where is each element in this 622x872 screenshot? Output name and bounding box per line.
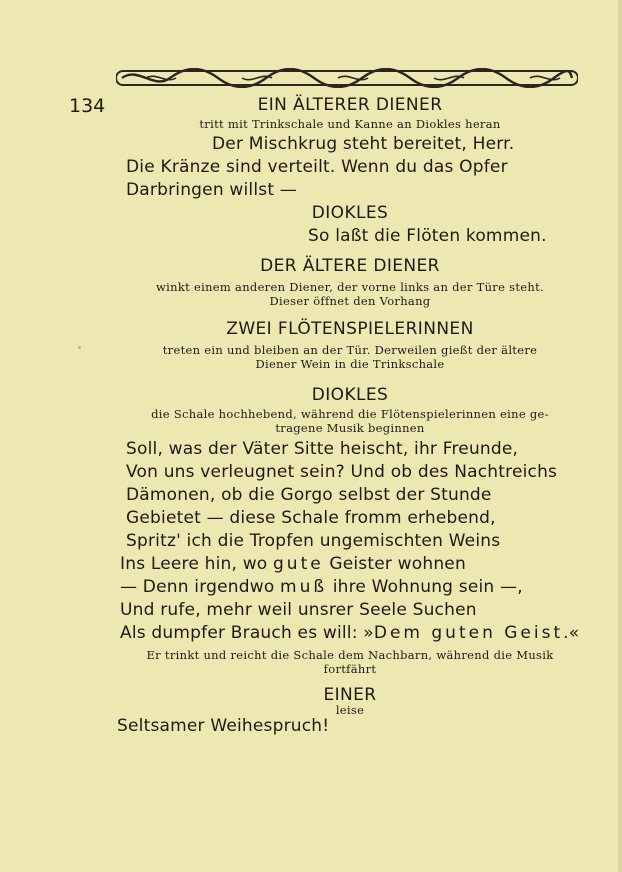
page-number: 134 [69,95,106,117]
verse-line: Seltsamer Weihespruch! [117,716,330,736]
paper-speck [78,346,81,349]
verse-line [120,623,579,643]
verse-line: Von uns verleugnet sein? Und ob des Nachtreichs [126,462,558,482]
stage-direction: tritt mit Trinkschale und Kanne an Diokles heran [199,117,501,131]
verse-text: ihre Wohnung sein —, [327,577,523,597]
verse-line [120,577,523,597]
verse-line: Und rufe, mehr weil unsrer Seele Suchen [120,600,477,620]
stage-direction: winkt einem anderen Diener, der vorne links an der Türe steht. [156,280,544,294]
emphasis-text: gute [273,554,324,574]
verse-text: Geister wohnen [323,554,466,574]
emphasis-text: Dem guten Geist [373,623,564,643]
speaker-floetenspielerinnen: ZWEI FLÖTENSPIELERINNEN [226,319,474,339]
stage-direction: Diener Wein in die Trinkschale [255,357,445,371]
stage-direction: Er trinkt und reicht die Schale dem Nachbarn, während die Musik [146,648,554,662]
stage-direction: leise [335,703,365,717]
verse-text: .« [563,623,580,643]
verse-line: Darbringen willst — [126,180,298,200]
verse-line: Soll, was der Väter Sitte heischt, ihr Freunde, [126,439,519,459]
speaker-diokles: DIOKLES [311,385,389,405]
speaker-diokles: DIOKLES [311,203,389,223]
verse-text: — Denn irgendwo [120,577,281,597]
verse-text: Ins Leere hin, wo [120,554,274,574]
verse-line: Spritz' ich die Tropfen ungemischten Weins [126,531,501,551]
stage-direction: treten ein und bleiben an der Tür. Derweilen gießt der ältere [162,343,538,357]
stage-direction: die Schale hochhebend, während die Flötenspielerinnen eine ge- [151,407,549,421]
verse-line: Gebietet — diese Schale fromm erhebend, [126,508,496,528]
stage-direction: Dieser öffnet den Vorhang [269,294,431,308]
verse-line: Der Mischkrug steht bereitet, Herr. [212,134,515,154]
verse-line [120,554,466,574]
speaker-aelterer-diener: EIN ÄLTERER DIENER [257,95,443,115]
emphasis-text: muß [280,577,328,597]
speaker-der-aeltere-diener: DER ÄLTERE DIENER [260,256,440,276]
verse-text: Als dumpfer Brauch es will: » [120,623,374,643]
speaker-einer: EINER [323,685,377,705]
page-edge [618,0,622,872]
verse-line: So laßt die Flöten kommen. [308,226,547,246]
verse-line: Die Kränze sind verteilt. Wenn du das Opfer [126,157,508,177]
header-ornament [116,68,578,88]
stage-direction: fortfährt [323,662,377,676]
stage-direction: tragene Musik beginnen [275,421,425,435]
verse-line: Dämonen, ob die Gorgo selbst der Stunde [126,485,492,505]
